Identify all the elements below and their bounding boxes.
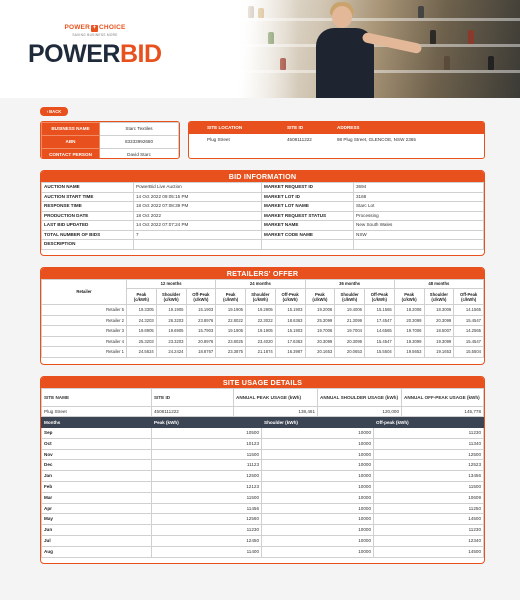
bid-info-label: MARKET NAME	[262, 221, 354, 231]
month-row	[42, 525, 484, 536]
rate-subheader: Shoulder (c/kWh)	[335, 289, 365, 305]
site-location-header: SITE LOCATION	[207, 125, 243, 130]
rate-subheader: Peak (c/kWh)	[305, 289, 335, 305]
retailer-column-header: Retailer	[42, 280, 127, 305]
business-row	[42, 136, 179, 149]
rate-cell: 19.1905	[156, 305, 186, 316]
rate-subheader: Shoulder (c/kWh)	[246, 289, 276, 305]
business-label: BUSINESS NAME	[42, 123, 100, 136]
back-button[interactable]: ‹ BACK	[40, 107, 68, 116]
rate-cell: 23.3203	[156, 336, 186, 347]
rate-cell: 20.0653	[335, 347, 365, 358]
month-usage-value: 11230	[152, 525, 262, 536]
power-choice-logo: POWER + CHOICE SAVING BUSINESS MORE	[64, 24, 126, 37]
bid-info-label: RESPONSE TIME	[42, 202, 134, 212]
bid-info-row	[42, 192, 484, 202]
month-name: Nov	[42, 449, 152, 460]
retailers-offer-panel	[40, 267, 485, 365]
month-row	[42, 428, 484, 439]
month-name: Jan	[42, 471, 152, 482]
months-header-cell: Off-peak (kWh)	[374, 418, 484, 428]
rate-cell: 22.8022	[216, 315, 246, 326]
bid-info-row	[42, 230, 484, 240]
rate-cell: 20.8976	[186, 336, 216, 347]
shop-worker-figure	[310, 0, 380, 98]
month-usage-value: 10000	[262, 492, 374, 503]
month-usage-value: 12123	[152, 481, 262, 492]
bid-information-panel	[40, 170, 485, 256]
retailer-name: Retailer 1	[42, 347, 127, 358]
site-id-header: SITE ID	[287, 125, 304, 130]
month-name: Jul	[42, 535, 152, 546]
rate-cell: 21.1874	[246, 347, 276, 358]
bid-info-row	[42, 211, 484, 221]
rate-cell: 19.3305	[127, 305, 157, 316]
rate-cell: 23.8976	[186, 315, 216, 326]
month-usage-value: 10000	[262, 525, 374, 536]
bid-info-value: 7	[134, 230, 262, 240]
month-row	[42, 471, 484, 482]
month-name: Dec	[42, 460, 152, 471]
rate-cell: 15.7903	[186, 326, 216, 337]
month-row	[42, 546, 484, 557]
site-usage-panel	[40, 376, 485, 564]
bid-info-value: 14 Oct 2022 09:05:15 PM	[134, 192, 262, 202]
rate-cell: 15.4547	[454, 336, 484, 347]
rate-cell: 15.4547	[454, 315, 484, 326]
rate-cell: 15.1565	[365, 305, 395, 316]
month-usage-value: 12500	[374, 449, 484, 460]
month-name: Mar	[42, 492, 152, 503]
retailer-row	[42, 305, 484, 316]
month-row	[42, 503, 484, 514]
business-row	[42, 123, 179, 136]
rate-cell: 19.1905	[216, 305, 246, 316]
month-row	[42, 460, 484, 471]
rate-cell: 25.3099	[305, 315, 335, 326]
bid-info-value: 3694	[354, 183, 484, 193]
powerbid-logo: POWERBID	[28, 40, 162, 68]
month-name: May	[42, 514, 152, 525]
logo-tagline: SAVING BUSINESS MORE	[72, 33, 118, 37]
rate-cell: 19.3099	[424, 336, 454, 347]
site-location-card	[188, 121, 485, 159]
bid-info-value: 18 Oct 2022	[134, 211, 262, 221]
month-usage-value: 11400	[152, 546, 262, 557]
bid-info-label: MARKET CODE NAME	[262, 230, 354, 240]
month-usage-value: 11500	[152, 449, 262, 460]
business-info-card	[40, 121, 180, 159]
usage-summary-header	[42, 389, 484, 407]
bid-info-label: TOTAL NUMBER OF BIDS	[42, 230, 134, 240]
month-usage-value: 12523	[374, 460, 484, 471]
month-usage-value: 10000	[262, 503, 374, 514]
rate-cell: 19.1905	[216, 326, 246, 337]
rate-subheader: Peak (c/kWh)	[216, 289, 246, 305]
retailer-row	[42, 315, 484, 326]
usage-summary-label: SITE ID	[152, 389, 234, 407]
retailer-name: Retailer 3	[42, 326, 127, 337]
bid-info-value	[134, 240, 262, 250]
month-usage-value: 10000	[262, 460, 374, 471]
month-usage-value: 11123	[152, 460, 262, 471]
bid-info-label: AUCTION START TIME	[42, 192, 134, 202]
rate-cell: 15.5504	[454, 347, 484, 358]
rate-cell: 14.6565	[365, 326, 395, 337]
month-usage-value: 12560	[152, 514, 262, 525]
month-usage-value: 12500	[152, 471, 262, 482]
usage-summary-label: ANNUAL SHOULDER USAGE (kWh)	[318, 389, 402, 407]
bid-info-value: NSW	[354, 230, 484, 240]
month-name: Aug	[42, 546, 152, 557]
usage-summary-label: ANNUAL OFF-PEAK USAGE (kWh)	[402, 389, 484, 407]
bid-info-label: MARKET REQUEST STATUS	[262, 211, 354, 221]
chevron-left-icon: ‹	[46, 109, 49, 114]
bid-info-row	[42, 221, 484, 231]
month-usage-value: 11500	[152, 492, 262, 503]
month-row	[42, 514, 484, 525]
month-row	[42, 492, 484, 503]
month-usage-value: 10123	[152, 438, 262, 449]
rate-cell: 14.1565	[454, 305, 484, 316]
term-header: 36 months	[305, 280, 394, 289]
months-header-cell: Months	[42, 418, 152, 428]
rate-subheader: Peak (c/kWh)	[394, 289, 424, 305]
rate-cell: 17.6363	[275, 336, 305, 347]
rate-cell: 20.3099	[335, 336, 365, 347]
retailer-row	[42, 336, 484, 347]
month-usage-value: 13456	[374, 471, 484, 482]
business-label: ABN	[42, 136, 100, 149]
rate-cell: 15.1903	[186, 305, 216, 316]
month-usage-value: 10000	[262, 428, 374, 439]
months-header	[42, 418, 484, 428]
rate-cell: 18.5007	[424, 326, 454, 337]
month-usage-value: 11230	[374, 428, 484, 439]
rate-cell: 19.1905	[246, 326, 276, 337]
month-usage-value: 11340	[374, 438, 484, 449]
rate-cell: 20.3099	[394, 315, 424, 326]
month-row	[42, 535, 484, 546]
rate-cell: 19.4006	[335, 305, 365, 316]
rate-subheader: Off-Peak (c/kWh)	[454, 289, 484, 305]
bid-info-label: PRODUCTION DATE	[42, 211, 134, 221]
rate-cell: 17.4547	[365, 315, 395, 326]
month-usage-value: 14500	[374, 514, 484, 525]
bid-info-label: LAST BID UPDATED	[42, 221, 134, 231]
rate-cell: 19.7006	[305, 326, 335, 337]
rate-cell: 15.5504	[365, 347, 395, 358]
bid-info-label: MARKET LOT NAME	[262, 202, 354, 212]
rate-cell: 24.3203	[127, 315, 157, 326]
bid-info-row	[42, 240, 484, 250]
rate-cell: 20.3099	[305, 336, 335, 347]
rate-cell: 19.1653	[424, 347, 454, 358]
month-usage-value: 10000	[262, 535, 374, 546]
bid-info-label: MARKET REQUEST ID	[262, 183, 354, 193]
rate-cell: 15.1903	[275, 326, 305, 337]
rate-cell: 23.4020	[246, 336, 276, 347]
business-value: 83333992680	[100, 136, 179, 149]
bid-info-value: 3168	[354, 192, 484, 202]
month-usage-value: 12450	[152, 535, 262, 546]
rate-cell: 24.2424	[156, 347, 186, 358]
usage-summary-label: ANNUAL PEAK USAGE (kWh)	[234, 389, 318, 407]
bid-info-label: AUCTION NAME	[42, 183, 134, 193]
months-header-cell: Shoulder (kWh)	[262, 418, 374, 428]
rate-subheader: Off-Peak (c/kWh)	[365, 289, 395, 305]
bid-info-value: 14 Oct 2022 07:07:24 PM	[134, 221, 262, 231]
retailer-name: Retailer 4	[42, 336, 127, 347]
rate-cell: 19.5653	[394, 347, 424, 358]
plus-icon: +	[92, 25, 97, 31]
rate-cell: 18.6363	[275, 315, 305, 326]
month-usage-value: 10609	[374, 492, 484, 503]
month-usage-value: 11250	[374, 503, 484, 514]
bid-info-value	[354, 240, 484, 250]
month-usage-value: 11456	[152, 503, 262, 514]
business-value: Starc Textiles	[100, 123, 179, 136]
rate-cell: 26.3203	[156, 315, 186, 326]
month-usage-value: 10000	[262, 449, 374, 460]
term-header: 12 months	[127, 280, 216, 289]
rate-cell: 19.8905	[127, 326, 157, 337]
month-usage-value: 14500	[374, 546, 484, 557]
month-row	[42, 449, 484, 460]
address-value: 98 Plug Street, GLENCOE, NSW 2365	[337, 137, 416, 142]
rate-cell: 15.1903	[275, 305, 305, 316]
retailer-name: Retailer 5	[42, 305, 127, 316]
rate-cell: 21.3099	[335, 315, 365, 326]
address-header: ADDRESS	[337, 125, 360, 130]
rate-subheader: Shoulder (c/kWh)	[156, 289, 186, 305]
rate-cell: 24.5624	[127, 347, 157, 358]
rate-cell: 20.3099	[424, 315, 454, 326]
bid-info-value: Processing	[354, 211, 484, 221]
rate-cell: 23.3875	[216, 347, 246, 358]
usage-summary-value: 120,000	[318, 407, 402, 417]
months-header-cell: Peak (kWh)	[152, 418, 262, 428]
rate-cell: 19.2006	[305, 305, 335, 316]
month-name: Sep	[42, 428, 152, 439]
retailer-row	[42, 326, 484, 337]
site-id-value: 4508111222	[287, 137, 312, 142]
business-row	[42, 149, 179, 160]
rate-cell: 18.8767	[186, 347, 216, 358]
bid-information-title: BID INFORMATION	[41, 171, 484, 182]
bid-info-row	[42, 183, 484, 193]
month-name: Feb	[42, 481, 152, 492]
month-name: Oct	[42, 438, 152, 449]
rate-subheader: Shoulder (c/kWh)	[424, 289, 454, 305]
usage-summary-value: 4508111222	[152, 407, 234, 417]
usage-summary-label: SITE NAME	[42, 389, 152, 407]
term-header: 48 months	[394, 280, 483, 289]
usage-summary-row	[42, 407, 484, 417]
month-row	[42, 481, 484, 492]
bid-info-label	[262, 240, 354, 250]
usage-summary-value: 138,461	[234, 407, 318, 417]
rate-cell: 18.2006	[394, 305, 424, 316]
bid-info-value: New South Wales	[354, 221, 484, 231]
rate-subheader: Off-Peak (c/kWh)	[186, 289, 216, 305]
rate-cell: 18.3006	[424, 305, 454, 316]
site-location-value: Plug Street	[207, 137, 230, 142]
bid-info-value: Starc Lot	[354, 202, 484, 212]
month-usage-value: 12340	[374, 535, 484, 546]
retailers-offer-title: RETAILERS' OFFER	[41, 268, 484, 279]
bid-info-value: 18 Oct 2022 07:08:39 PM	[134, 202, 262, 212]
month-row	[42, 438, 484, 449]
month-usage-value: 10000	[262, 514, 374, 525]
retailer-name: Retailer 2	[42, 315, 127, 326]
rate-cell: 19.2905	[246, 305, 276, 316]
month-name: Jun	[42, 525, 152, 536]
rate-cell: 22.3022	[246, 315, 276, 326]
month-usage-value: 10000	[262, 481, 374, 492]
page-header	[0, 0, 520, 98]
month-name: Apr	[42, 503, 152, 514]
bid-info-label: DESCRIPTION	[42, 240, 134, 250]
month-usage-value: 11230	[374, 525, 484, 536]
month-usage-value: 10000	[262, 546, 374, 557]
rate-cell: 19.3099	[394, 336, 424, 347]
bid-info-label: MARKET LOT ID	[262, 192, 354, 202]
retailer-row	[42, 347, 484, 358]
site-usage-title: SITE USAGE DETAILS	[41, 377, 484, 388]
month-usage-value: 11500	[374, 481, 484, 492]
month-usage-value: 10000	[262, 438, 374, 449]
usage-summary-value: 145,778	[402, 407, 484, 417]
bid-info-value: PowerBid Live Auction	[134, 183, 262, 193]
term-header: 24 months	[216, 280, 305, 289]
rate-cell: 19.7006	[394, 326, 424, 337]
rate-cell: 23.8025	[216, 336, 246, 347]
month-usage-value: 10500	[152, 428, 262, 439]
rate-cell: 25.3203	[127, 336, 157, 347]
rate-cell: 20.1653	[305, 347, 335, 358]
rate-cell: 14.2565	[454, 326, 484, 337]
rate-subheader: Peak (c/kWh)	[127, 289, 157, 305]
rate-cell: 16.3987	[275, 347, 305, 358]
rate-cell: 19.7004	[335, 326, 365, 337]
usage-summary-value: Plug Street	[42, 407, 152, 417]
rate-subheader: Off-Peak (c/kWh)	[275, 289, 305, 305]
bid-info-row	[42, 202, 484, 212]
month-usage-value: 10000	[262, 471, 374, 482]
business-value: David Starc	[100, 149, 179, 160]
rate-cell: 19.6905	[156, 326, 186, 337]
rate-cell: 15.4547	[365, 336, 395, 347]
business-label: CONTACT PERSON	[42, 149, 100, 160]
